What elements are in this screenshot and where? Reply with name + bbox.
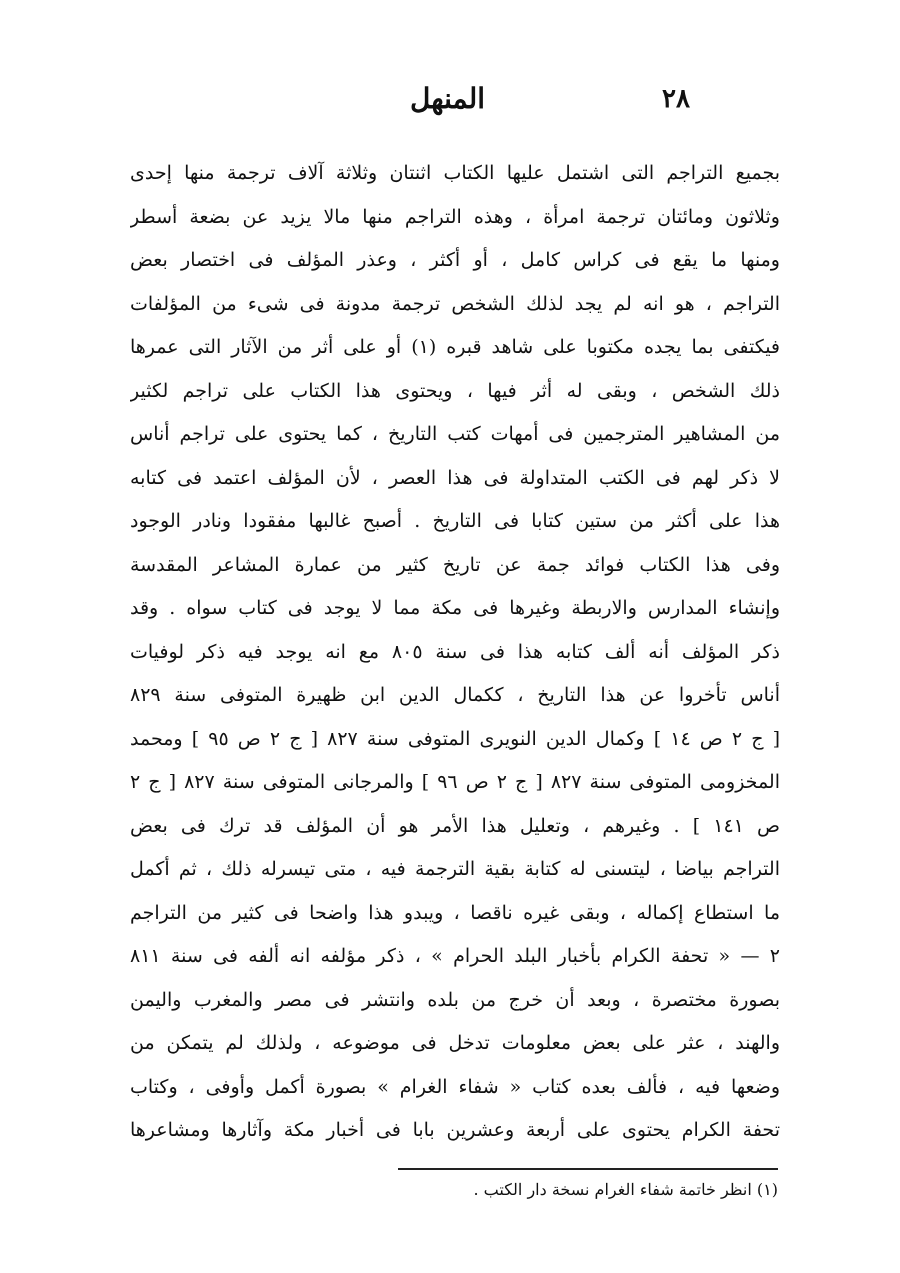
text-line: ما استطاع إكماله ، وبقى غيره ناقصا ، ويبدو هذا واضحا فى كثير من التراجم (130, 901, 780, 924)
text-line: وثلاثون ومائتان ترجمة امرأة ، وهذه التراجم منها مالا يزيد عن بضعة أسطر (130, 205, 780, 228)
body-text (130, 152, 780, 1153)
text-line: بصورة مختصرة ، وبعد أن خرج من بلده وانتشر فى مصر والمغرب واليمن (130, 988, 780, 1011)
text-line: وإنشاء المدارس والاربطة وغيرها فى مكة مما لا يوجد فى كتاب سواه . وقد (130, 597, 780, 619)
text-line: فيكتفى بما يجده مكتوبا على شاهد قبره (١) أو على أثر من الآثار التى عمرها (130, 336, 780, 358)
text-line: أناس تأخروا عن هذا التاريخ ، ككمال الدين ابن ظهيرة المتوفى سنة ٨٢٩ (130, 684, 780, 706)
text-line: [ ج ٢ ص ١٤ ] وكمال الدين النويرى المتوفى سنة ٨٢٧ [ ج ٢ ص ٩٥ ] ومحمد (130, 727, 780, 750)
text-line: تحفة الكرام يحتوى على أربعة وعشرين بابا فى أخبار مكة وآثارها ومشاعرها (130, 1119, 780, 1141)
text-line: وفى هذا الكتاب فوائد جمة عن تاريخ كثير من عمارة المشاعر المقدسة (130, 553, 780, 576)
text-line: وضعها فيه ، فألف بعده كتاب « شفاء الغرام » بصورة أكمل وأوفى ، وكتاب (130, 1075, 780, 1098)
text-line: ومنها ما يقع فى كراس كامل ، أو أكثر ، وعذر المؤلف فى اختصار بعض (130, 249, 780, 271)
running-title: المنهل (410, 82, 486, 115)
text-line: هذا على أكثر من ستين كتابا فى التاريخ . أصبح غالبها مفقودا ونادر الوجود (130, 510, 780, 532)
text-line: التراجم بياضا ، ليتسنى له كتابة بقية الترجمة فيه ، متى تيسرله ذلك ، ثم أكمل (130, 858, 780, 880)
text-line: ذلك الشخص ، وبقى له أثر فيها ، ويحتوى هذا الكتاب على تراجم لكثير (130, 379, 780, 402)
page-header (0, 82, 900, 122)
text-line: ٢ — « تحفة الكرام بأخبار البلد الحرام » ، ذكر مؤلفه انه ألفه فى سنة ٨١١ (130, 945, 780, 967)
footnote-divider (398, 1168, 778, 1170)
text-line: والهند ، عثر على بعض معلومات تدخل فى موضوعه ، ولذلك لم يتمكن من (130, 1032, 780, 1054)
text-line: المخزومى المتوفى سنة ٨٢٧ [ ج ٢ ص ٩٦ ] والمرجانى المتوفى سنة ٨٢٧ [ ج ٢ (130, 771, 780, 793)
text-line: التراجم ، هو انه لم يجد لذلك الشخص ترجمة مدونة فى شىء من المؤلفات (130, 292, 780, 315)
text-line: بجميع التراجم التى اشتمل عليها الكتاب اثنتان وثلاثة آلاف ترجمة منها إحدى (130, 162, 780, 184)
text-line: ذكر المؤلف أنه ألف كتابه هذا فى سنة ٨٠٥ مع انه يوجد فيه ذكر لوفيات (130, 640, 780, 663)
footnote: (١) انظر خاتمة شفاء الغرام نسخة دار الكتب . (473, 1180, 778, 1199)
page-number: ٢٨ (662, 84, 690, 114)
text-line: ص ١٤١ ] . وغيرهم ، وتعليل هذا الأمر هو أن المؤلف قد ترك فى بعض (130, 814, 780, 837)
text-line: من المشاهير المترجمين فى أمهات كتب التاريخ ، كما يحتوى على تراجم أناس (130, 423, 780, 445)
text-line: لا ذكر لهم فى الكتب المتداولة فى هذا العصر ، لأن المؤلف اعتمد فى كتابه (130, 466, 780, 489)
